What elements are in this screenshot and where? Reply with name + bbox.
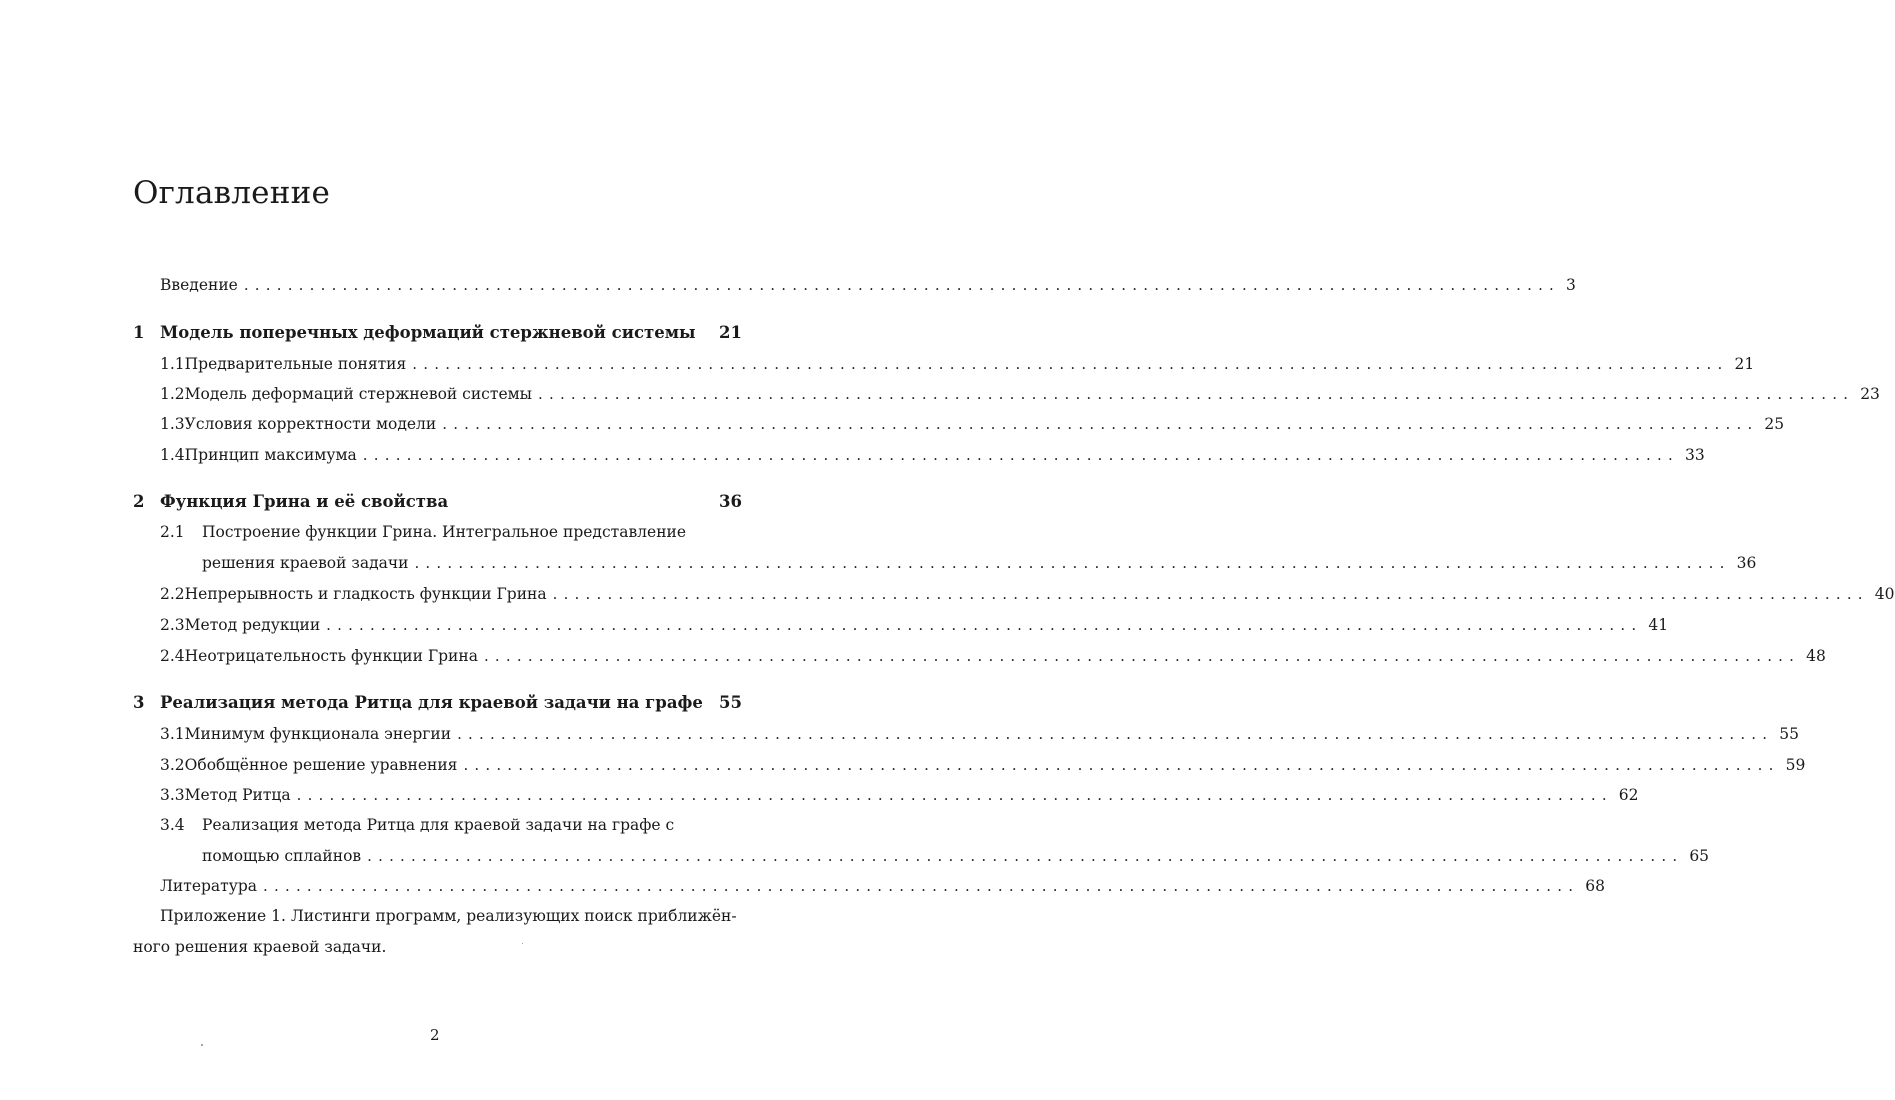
section-title: Принцип максимума — [184, 446, 357, 464]
section-page: 36 — [1736, 554, 1757, 572]
section-number: 1.2 — [160, 385, 185, 403]
section-page: 41 — [1648, 616, 1669, 634]
leader-dots: ........................................................................................................................ — [263, 877, 1580, 895]
toc-section-2-4[interactable] — [160, 647, 1826, 665]
scan-speck — [522, 943, 523, 944]
leader-dots: ........................................................................................................................ — [367, 847, 1684, 865]
toc-section-3-4[interactable] — [160, 816, 743, 834]
leader-dots: ........................................................................................................................ — [296, 786, 1613, 804]
section-title: Метод редукции — [184, 616, 321, 634]
leader-dots: ........................................................................................................................ — [538, 385, 1855, 403]
leader-dots: ........................................................................................................................ — [457, 725, 1774, 743]
section-title: Непрерывность и гладкость функции Грина — [184, 585, 547, 603]
toc-appendix-line2[interactable]: ного решения краевой задачи. — [133, 938, 387, 956]
section-title: Неотрицательность функции Грина — [184, 647, 478, 665]
section-page: 48 — [1806, 647, 1826, 665]
toc-literature[interactable] — [160, 877, 1605, 895]
chapter-page: 21 — [719, 323, 742, 342]
leader-dots: ........................................................................................................................ — [243, 276, 1561, 294]
chapter-number: 3 — [133, 693, 145, 712]
toc-section-1-3[interactable] — [160, 415, 1785, 433]
toc-section-3-4-cont[interactable] — [202, 847, 1710, 865]
toc-intro-label: Введение — [160, 276, 238, 294]
section-title-line1: Реализация метода Ритца для краевой задачи на графе с — [202, 816, 675, 834]
chapter-number: 2 — [133, 492, 145, 511]
toc-section-3-3[interactable] — [160, 786, 1639, 804]
toc-literature-page: 68 — [1585, 877, 1605, 895]
leader-dots: ........................................................................................................................ — [463, 756, 1780, 774]
section-title: Условия корректности модели — [184, 415, 437, 433]
leader-dots: ........................................................................................................................ — [412, 355, 1729, 373]
section-number: 3.2 — [160, 756, 185, 774]
toc-section-1-1[interactable] — [160, 355, 1755, 373]
toc-title: Оглавление — [133, 175, 330, 211]
chapter-title: Функция Грина и её свойства — [160, 492, 449, 511]
section-page: 40 — [1874, 585, 1895, 603]
section-page: 55 — [1779, 725, 1799, 743]
toc-intro-page: 3 — [1566, 276, 1576, 294]
section-title-line2: решения краевой задачи — [202, 554, 409, 572]
toc-section-1-4[interactable] — [160, 446, 1705, 464]
section-page: 33 — [1684, 446, 1705, 464]
section-title-line1: Построение функции Грина. Интегральное представление — [202, 523, 687, 541]
section-page: 21 — [1734, 355, 1755, 373]
toc-chapter-1[interactable] — [133, 323, 742, 342]
section-page: 25 — [1764, 415, 1785, 433]
section-number: 3.1 — [160, 725, 185, 743]
section-page: 59 — [1785, 756, 1806, 774]
toc-chapter-3[interactable] — [133, 693, 742, 712]
chapter-title: Модель поперечных деформаций стержневой системы — [160, 323, 696, 342]
toc-appendix-line1[interactable]: Приложение 1. Листинги программ, реализующих поиск приближён- — [160, 907, 737, 925]
leader-dots: ........................................................................................................................ — [326, 616, 1643, 634]
section-number: 2.2 — [160, 585, 185, 603]
chapter-page: 36 — [719, 492, 742, 511]
toc-intro[interactable] — [160, 276, 1576, 294]
section-number: 2.1 — [160, 523, 185, 541]
section-number: 3.4 — [160, 816, 185, 834]
chapter-page: 55 — [719, 693, 742, 712]
leader-dots: ........................................................................................................................ — [483, 647, 1801, 665]
toc-section-1-2[interactable] — [160, 385, 1880, 403]
toc-section-3-1[interactable] — [160, 725, 1799, 743]
section-number: 1.1 — [160, 355, 185, 373]
chapter-title: Реализация метода Ритца для краевой задачи на графе — [160, 693, 703, 712]
toc-chapter-2[interactable] — [133, 492, 742, 511]
section-number: 1.3 — [160, 415, 185, 433]
section-number: 1.4 — [160, 446, 185, 464]
toc-section-2-2[interactable] — [160, 585, 1895, 603]
leader-dots: ........................................................................................................................ — [442, 415, 1759, 433]
section-title: Модель деформаций стержневой системы — [184, 385, 533, 403]
leader-dots: ........................................................................................................................ — [552, 585, 1869, 603]
section-title: Обобщённое решение уравнения — [184, 756, 458, 774]
section-number: 2.4 — [160, 647, 185, 665]
toc-section-2-1-cont[interactable] — [202, 554, 1757, 572]
toc-section-2-3[interactable] — [160, 616, 1669, 634]
leader-dots: ........................................................................................................................ — [414, 554, 1731, 572]
section-title: Минимум функционала энергии — [184, 725, 452, 743]
toc-section-2-1[interactable] — [160, 523, 743, 541]
section-number: 3.3 — [160, 786, 185, 804]
section-title: Метод Ритца — [184, 786, 291, 804]
toc-literature-label: Литература — [160, 877, 258, 895]
section-page: 23 — [1860, 385, 1880, 403]
scan-speck — [201, 1044, 203, 1046]
leader-dots: ........................................................................................................................ — [362, 446, 1679, 464]
section-page: 65 — [1689, 847, 1710, 865]
chapter-number: 1 — [133, 323, 145, 342]
section-title-line2: помощью сплайнов — [202, 847, 362, 865]
section-title: Предварительные понятия — [184, 355, 407, 373]
section-page: 62 — [1618, 786, 1639, 804]
section-number: 2.3 — [160, 616, 185, 634]
page-number: 2 — [430, 1026, 440, 1044]
toc-section-3-2[interactable] — [160, 756, 1806, 774]
